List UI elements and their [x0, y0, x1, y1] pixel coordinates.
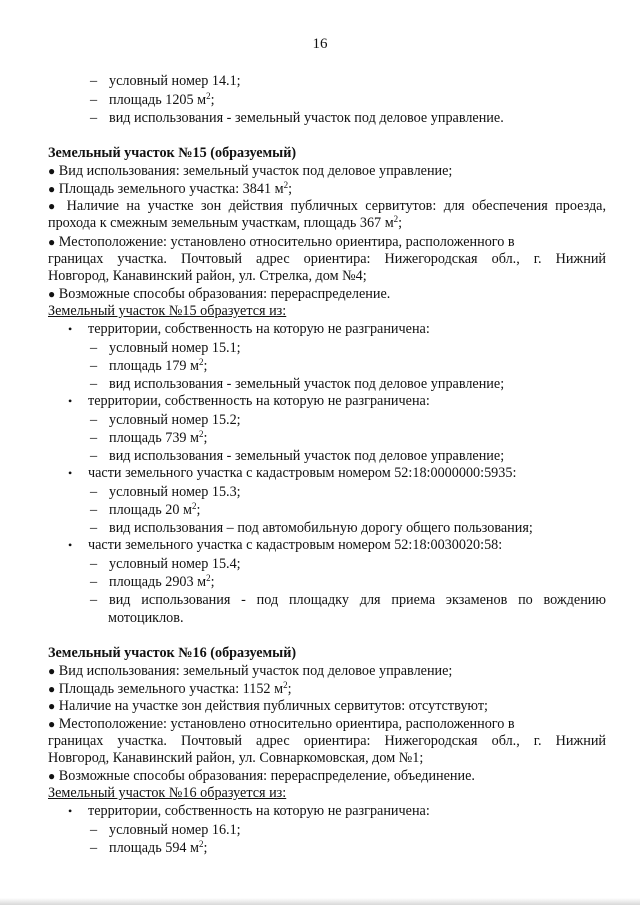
- list-item: – вид использования - под площадку для приема экзаменов по вождению: [90, 592, 606, 608]
- list-item: – условный номер 15.4;: [90, 556, 241, 572]
- dash-marker: –: [90, 412, 98, 428]
- source-item: • части земельного участка с кадастровым номером 52:18:0000000:5935:: [68, 465, 517, 481]
- source-item: • территории, собственность на которую не разграничена:: [68, 803, 430, 819]
- plot15-heading: Земельный участок №15 (образуемый): [48, 145, 297, 161]
- list-item: – условный номер 16.1;: [90, 822, 241, 838]
- plot15-servitude-cont: прохода к смежным земельным участкам, площадь 367 $м^2$;: [48, 214, 403, 231]
- source-item: • части земельного участка с кадастровым номером 52:18:0030020:58:: [68, 537, 503, 553]
- list-item: – площадь 2903 $м^2$;: [90, 573, 215, 590]
- plot15-area: ● Площадь земельного участка: 3841 $м^2$;: [48, 180, 293, 197]
- dash-marker: –: [90, 574, 98, 590]
- bullet-icon: ●: [48, 769, 56, 783]
- dash-marker: –: [90, 592, 98, 608]
- plot16-servitude: ● Наличие на участке зон действия публичных сервитутов: отсутствуют;: [48, 698, 488, 714]
- list-item-cont: мотоциклов.: [108, 610, 184, 626]
- bullet-icon: ●: [48, 664, 56, 678]
- bullet-icon: •: [68, 322, 73, 336]
- plot16-location-cont: границах участка. Почтовый адрес ориентира: Нижегородская обл., г. Нижний: [48, 733, 606, 749]
- plot15-location-cont: Новгород, Канавинский район, ул. Стрелка, дом №4;: [48, 268, 367, 284]
- dash-marker: –: [90, 430, 98, 446]
- list-item: – условный номер 14.1;: [90, 73, 241, 89]
- plot16-location: ● Местоположение: установлено относительно ориентира, расположенного в: [48, 716, 515, 732]
- bullet-icon: •: [68, 804, 73, 818]
- bullet-icon: •: [68, 394, 73, 408]
- dash-marker: –: [90, 358, 98, 374]
- bullet-icon: ●: [48, 682, 56, 696]
- plot15-location-cont: границах участка. Почтовый адрес ориентира: Нижегородская обл., г. Нижний: [48, 251, 606, 267]
- plot16-methods: ● Возможные способы образования: перераспределение, объединение.: [48, 768, 475, 784]
- bullet-icon: ●: [48, 235, 56, 249]
- list-item: – вид использования - земельный участок под деловое управление.: [90, 110, 504, 126]
- plot15-use: ● Вид использования: земельный участок под деловое управление;: [48, 163, 453, 179]
- bullet-icon: •: [68, 466, 73, 480]
- dash-marker: –: [90, 556, 98, 572]
- plot15-servitude: ● Наличие на участке зон действия публичных сервитутов: для обеспечения проезда,: [48, 198, 607, 214]
- bullet-icon: ●: [48, 199, 60, 213]
- list-item: – площадь 179 $м^2$;: [90, 357, 208, 374]
- plot16-formed-from: Земельный участок №16 образуется из:: [48, 785, 287, 801]
- dash-marker: –: [90, 840, 98, 856]
- bullet-icon: ●: [48, 717, 56, 731]
- dash-marker: –: [90, 110, 98, 126]
- page-number: 16: [312, 36, 328, 52]
- dash-marker: –: [90, 484, 98, 500]
- dash-marker: –: [90, 520, 98, 536]
- list-item: – площадь 739 $м^2$;: [90, 429, 208, 446]
- plot16-location-cont: Новгород, Канавинский район, ул. Совнаркомовская, дом №1;: [48, 750, 424, 766]
- scan-edge: [0, 898, 640, 905]
- list-item: – площадь 20 $м^2$;: [90, 501, 201, 518]
- bullet-icon: ●: [48, 182, 56, 196]
- list-item: – условный номер 15.2;: [90, 412, 241, 428]
- plot16-area: ● Площадь земельного участка: 1152 $м^2$;: [48, 680, 292, 697]
- plot16-use: ● Вид использования: земельный участок под деловое управление;: [48, 663, 453, 679]
- list-item: – вид использования - земельный участок под деловое управление;: [90, 448, 505, 464]
- list-item: – вид использования - земельный участок под деловое управление;: [90, 376, 505, 392]
- plot15-methods: ● Возможные способы образования: перераспределение.: [48, 286, 391, 302]
- bullet-icon: ●: [48, 164, 56, 178]
- bullet-icon: ●: [48, 699, 56, 713]
- bullet-icon: •: [68, 538, 73, 552]
- plot15-formed-from: Земельный участок №15 образуется из:: [48, 303, 287, 319]
- list-item: – площадь 1205 $м^2$;: [90, 91, 215, 108]
- list-item: – условный номер 15.1;: [90, 340, 241, 356]
- plot16-heading: Земельный участок №16 (образуемый): [48, 645, 297, 661]
- dash-marker: –: [90, 822, 98, 838]
- dash-marker: –: [90, 340, 98, 356]
- bullet-icon: ●: [48, 287, 56, 301]
- source-item: • территории, собственность на которую не разграничена:: [68, 321, 430, 337]
- dash-marker: –: [90, 502, 98, 518]
- dash-marker: –: [90, 73, 98, 89]
- source-item: • территории, собственность на которую не разграничена:: [68, 393, 430, 409]
- dash-marker: –: [90, 448, 98, 464]
- plot15-location: ● Местоположение: установлено относительно ориентира, расположенного в: [48, 234, 515, 250]
- list-item: – площадь 594 $м^2$;: [90, 839, 208, 856]
- dash-marker: –: [90, 92, 98, 108]
- list-item: – условный номер 15.3;: [90, 484, 241, 500]
- dash-marker: –: [90, 376, 98, 392]
- list-item: – вид использования – под автомобильную дорогу общего пользования;: [90, 520, 533, 536]
